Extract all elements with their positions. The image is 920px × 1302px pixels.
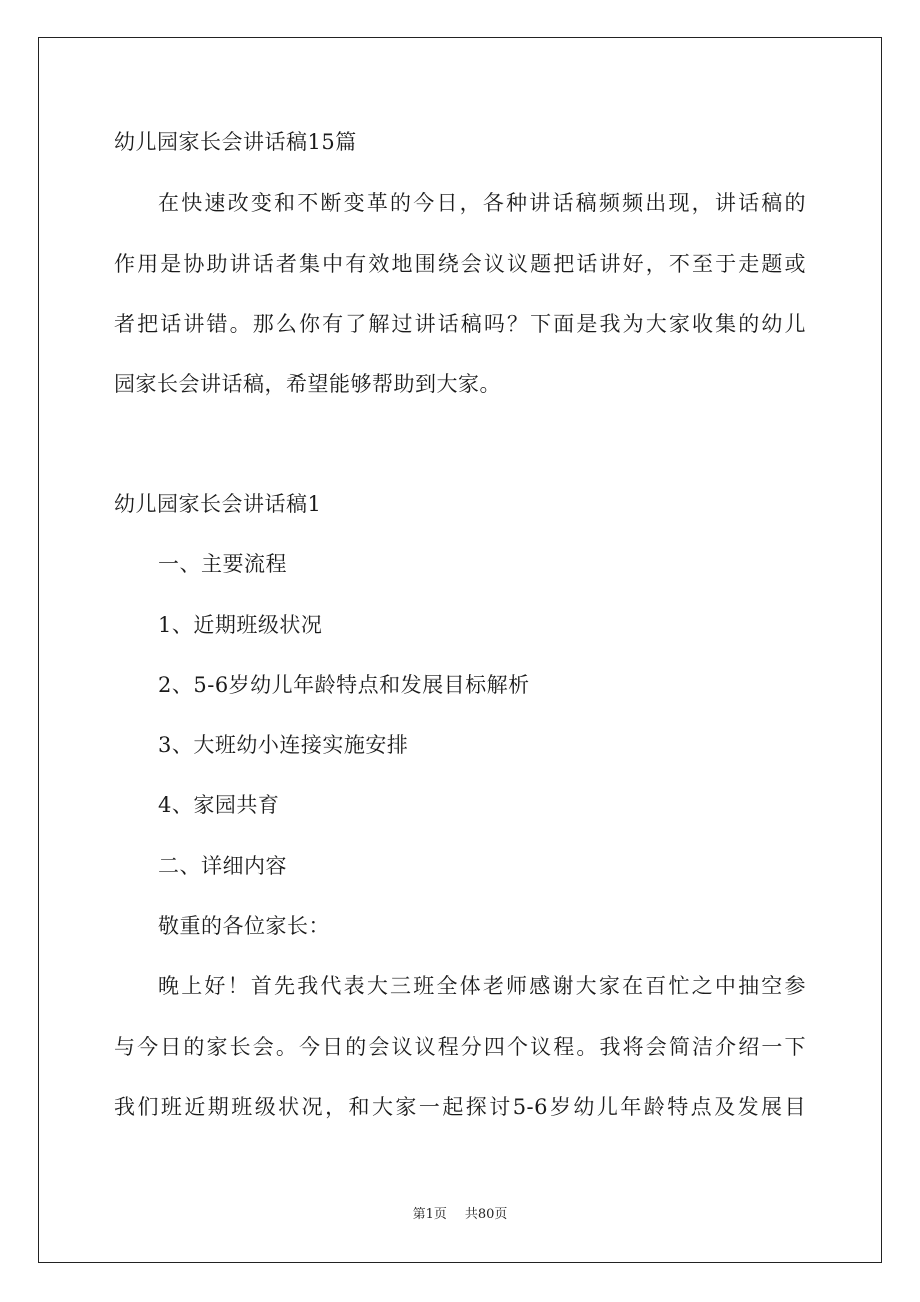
- intro-line-2: 作用是协助讲话者集中有效地围绕会议议题把话讲好，不至于走题或: [114, 252, 806, 276]
- speech-line-3: 我们班近期班级状况，和大家一起探讨5-6岁幼儿年龄特点及发展目: [114, 1095, 806, 1119]
- intro-line-4: 园家长会讲话稿，希望能够帮助到大家。: [114, 372, 501, 396]
- section-heading: 幼儿园家长会讲话稿1: [114, 492, 322, 516]
- page-total: 共80页: [464, 1207, 508, 1222]
- list-item: 2、5-6岁幼儿年龄特点和发展目标解析: [158, 673, 530, 697]
- list-item: 一、主要流程: [158, 552, 287, 576]
- page-border: [38, 37, 882, 1263]
- speech-line-2: 与今日的家长会。今日的会议议程分四个议程。我将会简洁介绍一下: [114, 1035, 806, 1059]
- list-item: 3、大班幼小连接实施安排: [158, 733, 409, 757]
- page-footer: [0, 1206, 920, 1224]
- salutation: 敬重的各位家长：: [158, 914, 330, 938]
- intro-line-3: 者把话讲错。那么你有了解过讲话稿吗？下面是我为大家收集的幼儿: [114, 312, 806, 336]
- page-number: 第1页: [412, 1207, 447, 1222]
- list-item: 4、家园共育: [158, 793, 280, 817]
- document-title: 幼儿园家长会讲话稿15篇: [114, 130, 357, 154]
- list-item: 二、详细内容: [158, 854, 287, 878]
- list-item: 1、近期班级状况: [158, 613, 323, 637]
- intro-line-1: 在快速改变和不断变革的今日，各种讲话稿频频出现，讲话稿的: [158, 191, 806, 215]
- speech-line-1: 晚上好！首先我代表大三班全体老师感谢大家在百忙之中抽空参: [158, 974, 806, 998]
